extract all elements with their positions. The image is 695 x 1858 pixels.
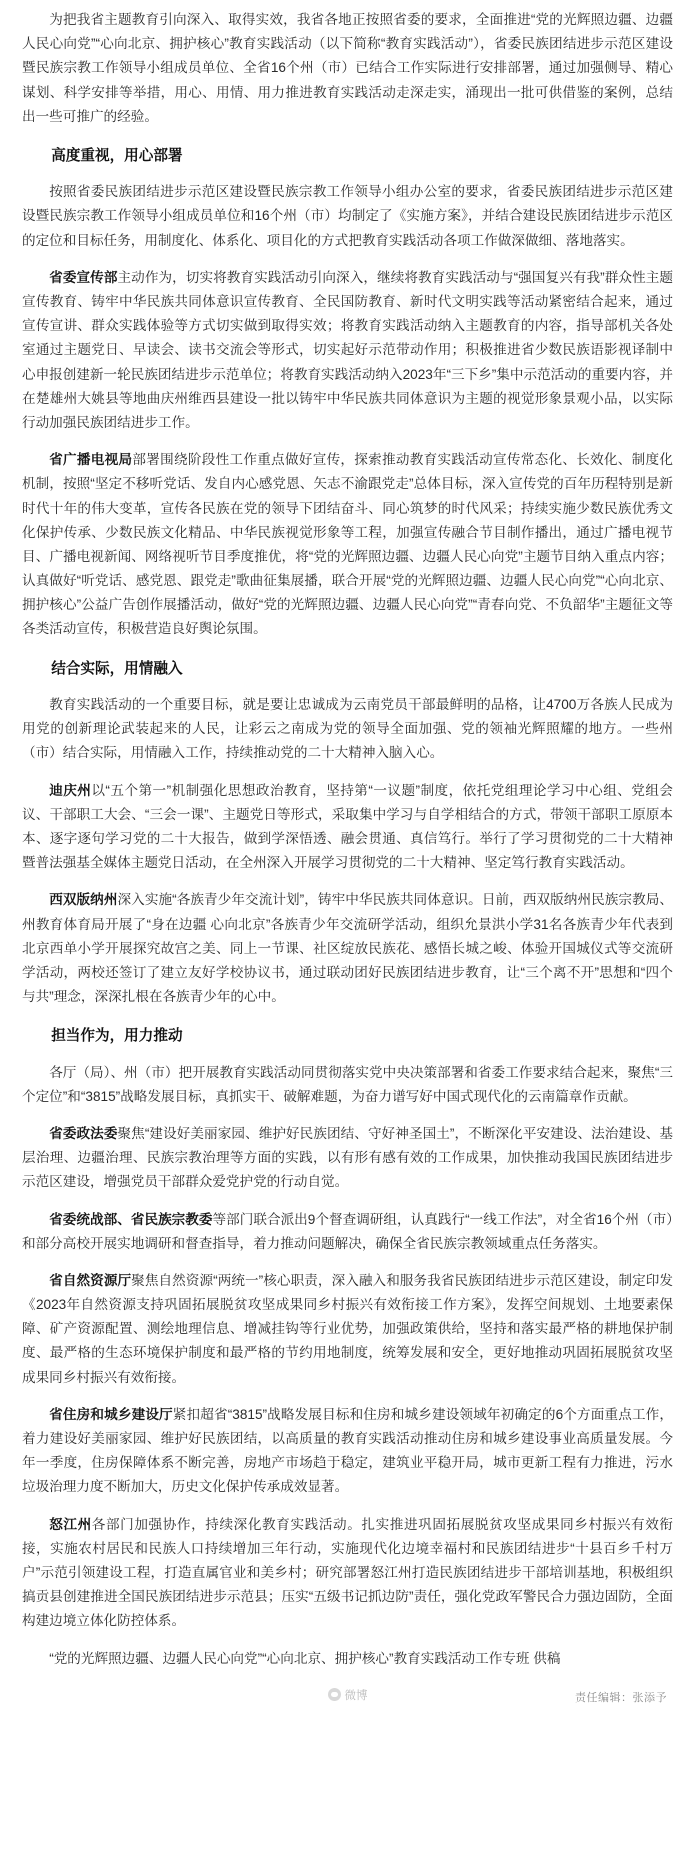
paragraph [22, 448, 673, 642]
paragraph-text: 聚焦自然资源“两统一”核心职责，深入融入和服务我省民族团结进步示范区建设，制定印发《2023年自然资源支持巩固拓展脱贫攻坚成果同乡村振兴有效衔接工作方案》，发挥空间规划、土地要素保障、矿产资源配置、测绘地理信息、增减挂钩等行业优势，加强政策供给，坚持和落实最严格的耕地保护制度、最严格的生态环境保护制度和最严格的节约用地制度，统筹发展和安全，更好地推动巩固拓展脱贫攻坚成果同乡村振兴有效衔接。 [22, 1272, 673, 1385]
section-heading-2: 结合实际，用情融入 [51, 660, 183, 677]
paragraph-text: 主动作为，切实将教育实践活动引向深入，继续将教育实践活动与“强国复兴有我”群众性主题宣传教育、铸牢中华民族共同体意识宣传教育、全民国防教育、新时代文明实践等活动紧密结合起来，通过宣传宣讲、群众实践体验等方式切实做到取得实效；将教育实践活动纳入主题教育的内容，指导部机关各处室通过主题党日、早读会、读书交流会等形式，切实起好示范带动作用；积极推进省少数民族语影视译制中心申报创建新一轮民族团结进步示范单位；将教育实践活动纳入2023年“三下乡”集中示范活动的重要内容，并在楚雄州大姚县等地曲庆州维西县建设一批以铸牢中华民族共同体意识为主题的视觉形象景观小品，以实际行动加强民族团结进步工作。 [22, 269, 674, 430]
document-footer [22, 1675, 673, 1709]
paragraph-text: 教育实践活动的一个重要目标，就是要让忠诚成为云南党员干部最鲜明的品格，让4700万各族人民成为用党的创新理论武装起来的人民，让彩云之南成为党的领导全面加强、党的领袖光辉照耀的地方。一些州（市）结合实际，用情融入工作，持续推动党的二十大精神入脑入心。 [22, 697, 673, 761]
weibo-watermark [328, 1687, 368, 1703]
paragraph-text: 深入实施“各族青少年交流计划”，铸牢中华民族共同体意识。日前，西双版纳州民族宗教局、州教育体育局开展了“身在边疆 心向北京”各族青少年交流研学活动，组织允景洪小学31名各族青少年代表到北京西单小学开展探究故宫之美、同上一节课、社区绽放民族花、感悟长城之峻、体验开国城仪式等交流研学活动，两校还签订了建立友好学校协议书，通过联动团好民族团结进步教育，让“三个离不开”思想和“四个与共”理念，深深扎根在各族青少年的心中。 [22, 892, 674, 1005]
weibo-logo-icon [328, 1688, 341, 1701]
paragraph-lead: 怒江州 [49, 1516, 92, 1532]
paragraph [22, 888, 673, 1009]
paragraph-text: 按照省委民族团结进步示范区建设暨民族宗教工作领导小组办公室的要求，省委民族团结进步示范区建设暨民族宗教工作领导小组成员单位和16个州（市）均制定了《实施方案》，并结合建设民族团结进步示范区的定位和目标任务，用制度化、体系化、项目化的方式把教育实践活动各项工作做深做细、落地落实。 [22, 184, 673, 248]
paragraph-lead: 省自然资源厅 [49, 1272, 132, 1288]
paragraph [22, 693, 673, 766]
watermark-label: 微博 [344, 1689, 368, 1702]
paragraph-text: 紧扣超省“3815”战略发展目标和住房和城乡建设领域年初确定的6个方面重点工作，着力建设好美丽家园、维护好民族团结，以高质量的教育实践活动推动住房和城乡建设事业高质量发展。今年一季度，住房保障体系不断完善，房地产市场趋于稳定，建筑业平稳开局，城市更新工程有力推进，污水垃圾治理力度不断加大，历史文化保护传承成效显著。 [22, 1406, 673, 1495]
paragraph [22, 1208, 673, 1256]
editor-credit: 责任编辑：张添予 [575, 1691, 667, 1704]
paragraph-text: 各部门加强协作，持续深化教育实践活动。扎实推进巩固拓展脱贫攻坚成果同乡村振兴有效衔接，实施农村居民和民族人口持续增加三年行动，实施现代化边境幸福村和民族团结进步“十县百乡千村万户”示范引领建设工程，打造直属官业和美乡村；研究部署怒江州打造民族团结进步干部培训基地，积极组织搞贡县创建推进全国民族团结进步示范县；压实“五级书记抓边防”责任，强化党政军警民合力强边固防，全面构建边境立体化防控体系。 [22, 1516, 674, 1629]
closing-line: “党的光辉照边疆、边疆人民心向党”“心向北京、拥护核心”教育实践活动工作专班 供稿 [49, 1650, 561, 1666]
paragraph [22, 180, 673, 253]
paragraph-lead: 省住房和城乡建设厅 [49, 1406, 173, 1422]
paragraph-lead: 省委宣传部 [49, 269, 118, 285]
paragraph-lead: 省广播电视局 [49, 452, 133, 468]
paragraph-lead: 省委统战部、省民族宗教委 [49, 1211, 213, 1227]
paragraph-lead: 西双版纳州 [49, 892, 118, 908]
paragraph-text: 部署围绕阶段性工作重点做好宣传，探索推动教育实践活动宣传常态化、长效化、制度化机制，按照“坚定不移听党话、发自内心感党恩、矢志不渝跟党走”总体目标，深入宣传党的百年历程特别是新时代十年的伟大变革，宣传各民族在党的领导下团结奋斗、同心筑梦的时代风采；持续实施少数民族优秀文化保护传承、少数民族文化精品、中华民族视觉形象等工程，加强宣传融合节目制作播出，通过广播电视节目、广播电视新闻、网络视听节目季度推优，将“党的光辉照边疆、边疆人民心向党”主题节目纳入重点内容；认真做好“听党话、感党恩、跟党走”歌曲征集展播，联合开展“党的光辉照边疆、边疆人民心向党”“心向北京、拥护核心”公益广告创作展播活动，做好“党的光辉照边疆、边疆人民心向党”“青春向党、不负韶华”主题征文等各类活动宣传，积极营造良好舆论氛围。 [22, 452, 674, 637]
paragraph-text: 以“五个第一”机制强化思想政治教育，坚持第“一议题”制度，依托党组理论学习中心组、党组会议、干部职工大会、“三会一课”、主题党日等形式，采取集中学习与自学相结合的方式，带领干部职工原原本本、逐字逐句学习党的二十大报告，做到学深悟透、融会贯通、真信笃行。举行了学习贯彻党的二十大精神暨普法强基全媒体主题党日活动，在全州深入开展学习贯彻党的二十大精神、坚定笃行教育实践活动。 [22, 782, 674, 871]
paragraph [22, 1061, 673, 1109]
paragraph-text: 各厅（局）、州（市）把开展教育实践活动同贯彻落实党中央决策部署和省委工作要求结合起来，聚焦“三个定位”和“3815”战略发展目标，真抓实干、破解难题，为奋力谱写好中国式现代化的云南篇章作贡献。 [22, 1064, 673, 1104]
section-heading-3: 担当作为，用力推动 [51, 1028, 183, 1045]
paragraph [22, 1122, 673, 1195]
paragraph [22, 1403, 673, 1500]
paragraph-lead: 迪庆州 [49, 782, 92, 798]
paragraph [22, 779, 673, 876]
paragraph [22, 266, 673, 435]
paragraph [22, 1513, 673, 1634]
paragraph [22, 1269, 673, 1390]
paragraph-lead: 省委政法委 [49, 1125, 118, 1141]
section-heading-1: 高度重视，用心部署 [51, 147, 183, 164]
paragraph-text: 等部门联合派出9个督查调研组，认真践行“一线工作法”，对全省16个州（市）和部分高校开展实地调研和督查指导，着力推动问题解决，确保全省民族宗教领域重点任务落实。 [22, 1211, 674, 1251]
paragraph-text: 为把我省主题教育引向深入、取得实效，我省各地正按照省委的要求，全面推进“党的光辉照边疆、边疆人民心向党”“心向北京、拥护核心”教育实践活动（以下简称“教育实践活动”），省委民族团结进步示范区建设暨民族宗教工作领导小组成员单位、全省16个州（市）已结合工作实际进行安排部署，通过加强侧导、精心谋划、科学安排等举措，用心、用情、用力推进教育实践活动走深走实，涌现出一批可供借鉴的案例，总结出一些可推广的经验。 [22, 12, 673, 124]
paragraph-text: 聚焦“建设好美丽家园、维护好民族团结、守好神圣国土”，不断深化平安建设、法治建设、基层治理、边疆治理、民族宗教治理等方面的实践，以有形有感有效的工作成果，加快推动我国民族团结进步示范区建设，增强党员干部群众爱党护党的行动自觉。 [22, 1125, 674, 1190]
paragraph [22, 8, 673, 129]
